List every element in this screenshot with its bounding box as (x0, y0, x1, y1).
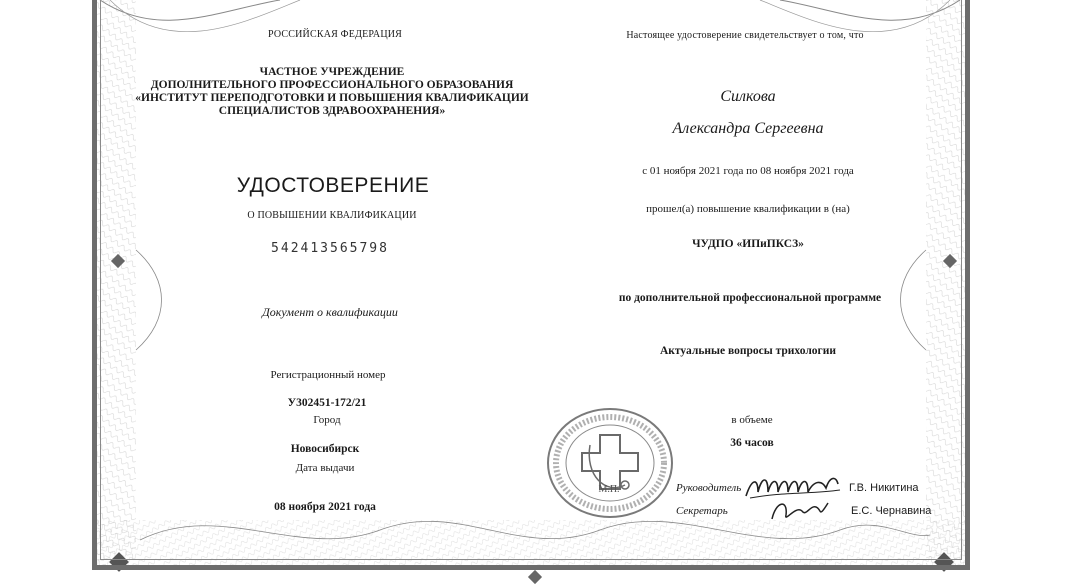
document-title: УДОСТОВЕРЕНИЕ (236, 174, 430, 197)
director-label: Руководитель (676, 482, 742, 494)
program-intro: по дополнительной профессиональной программе (618, 292, 882, 304)
city-label: Город (313, 414, 341, 426)
registration-number: У302451-172/21 (287, 397, 367, 409)
volume-label: в объеме (731, 414, 773, 426)
issue-date-value: 08 ноября 2021 года (274, 501, 376, 513)
program-name: Актуальные вопросы трихологии (659, 345, 837, 357)
document-type: Документ о квалификации (262, 305, 398, 319)
qualification-statement: прошел(а) повышение квалификации в (на) (646, 203, 850, 215)
issue-date-label: Дата выдачи (295, 462, 355, 474)
org-line-4: СПЕЦИАЛИСТОВ ЗДРАВООХРАНЕНИЯ» (218, 105, 446, 117)
institution-short-name: ЧУДПО «ИПиПКСЗ» (692, 238, 804, 250)
organization-name (135, 66, 528, 118)
holder-given-names: Александра Сергеевна (672, 120, 824, 137)
volume-hours: 36 часов (730, 437, 774, 449)
secretary-label: Секретарь (676, 505, 728, 517)
secretary-name: Е.С. Чернавина (851, 505, 932, 517)
serial-number: 542413565798 (271, 241, 389, 256)
medical-cross-seal-icon (545, 405, 675, 520)
intro-statement: Настоящее удостоверение свидетельствует о том, что (626, 30, 864, 41)
document-subtitle: О ПОВЫШЕНИИ КВАЛИФИКАЦИИ (247, 210, 417, 221)
city-value: Новосибирск (290, 443, 360, 455)
holder-surname: Силкова (720, 88, 776, 105)
training-period: с 01 ноября 2021 года по 08 ноября 2021 года (642, 165, 854, 177)
seal-mark: М.П. (598, 484, 620, 495)
org-line-2: ДОПОЛНИТЕЛЬНОГО ПРОФЕССИОНАЛЬНОГО ОБРАЗОВАНИЯ (150, 79, 514, 91)
director-name: Г.В. Никитина (849, 482, 919, 494)
registration-label: Регистрационный номер (270, 369, 386, 381)
country-label: РОССИЙСКАЯ ФЕДЕРАЦИЯ (267, 29, 403, 40)
org-line-1: ЧАСТНОЕ УЧРЕЖДЕНИЕ (259, 66, 405, 78)
secretary-signature (766, 495, 836, 525)
org-line-3: «ИНСТИТУТ ПЕРЕПОДГОТОВКИ И ПОВЫШЕНИЯ КВАЛИФИКАЦИИ (135, 92, 529, 104)
